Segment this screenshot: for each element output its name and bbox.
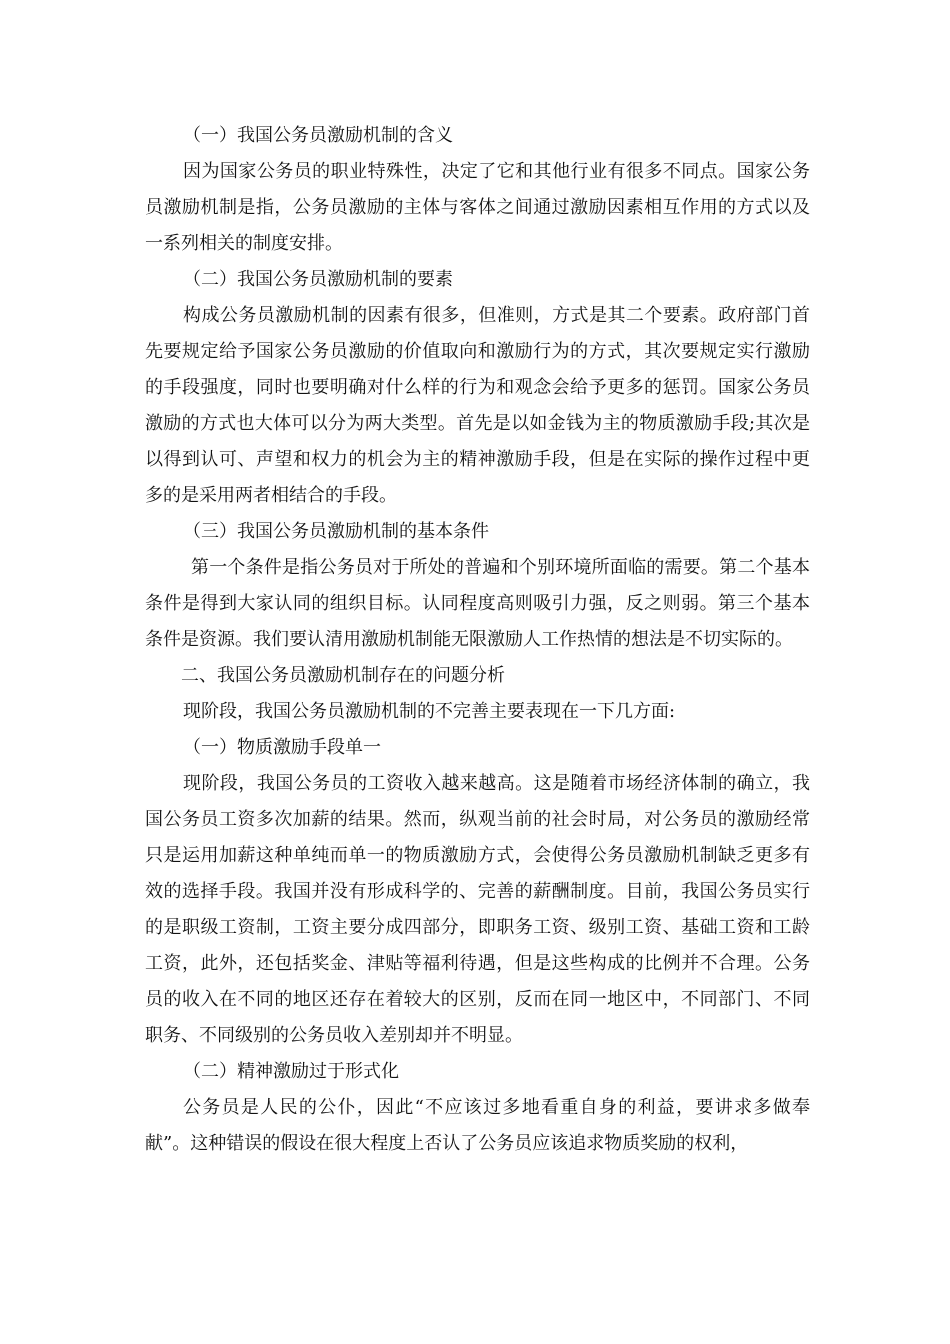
subheading-spiritual-incentive: （二）精神激励过于形式化 (183, 1061, 399, 1082)
subheading-conditions: （三）我国公务员激励机制的基本条件 (183, 521, 489, 542)
paragraph-problems-intro: 现阶段，我国公务员激励机制的不完善主要表现在一下几方面: (183, 701, 676, 722)
paragraph-elements: 构成公务员激励机制的因素有很多，但准则，方式是其二个要素。政府部门首先要规定给予国家公务员激励的价值取向和激励行为的方式，其次要规定实行激励的手段强度，同时也要明确对什么样的行为和观念会给予更多的惩罚。国家公务员激励的方式也大体可以分为两大类型。首先是以如金钱为主的物质激励手段;其次是以得到认可、声望和权力的机会为主的精神激励手段，但是在实际的操作过程中更多的是采用两者相结合的手段。 (145, 305, 810, 506)
subheading-meaning: （一）我国公务员激励机制的含义 (183, 125, 453, 146)
subheading-elements: （二）我国公务员激励机制的要素 (183, 269, 453, 290)
paragraph-spiritual-incentive: 公务员是人民的公仆，因此“不应该过多地看重自身的利益，要讲求多做奉献”。这种错误的假设在很大程度上否认了公务员应该追求物质奖励的权利， (145, 1097, 810, 1154)
paragraph-conditions: 第一个条件是指公务员对于所处的普遍和个别环境所面临的需要。第二个基本条件是得到大家认同的组织目标。认同程度高则吸引力强，反之则弱。第三个基本条件是资源。我们要认清用激励机制能无限激励人工作热情的想法是不切实际的。 (145, 557, 810, 650)
paragraph-material-incentive: 现阶段，我国公务员的工资收入越来越高。这是随着市场经济体制的确立，我国公务员工资多次加薪的结果。然而，纵观当前的社会时局，对公务员的激励经常只是运用加薪这种单纯而单一的物质激励方式，会使得公务员激励机制缺乏更多有效的选择手段。我国并没有形成科学的、完善的薪酬制度。目前，我国公务员实行的是职级工资制，工资主要分成四部分，即职务工资、级别工资、基础工资和工龄工资，此外，还包括奖金、津贴等福利待遇，但是这些构成的比例并不合理。公务员的收入在不同的地区还存在着较大的区别，反而在同一地区中，不同部门、不同职务、不同级别的公务员收入差别却并不明显。 (145, 773, 810, 1046)
document-body (145, 118, 810, 1162)
paragraph-meaning: 因为国家公务员的职业特殊性，决定了它和其他行业有很多不同点。国家公务员激励机制是指，公务员激励的主体与客体之间通过激励因素相互作用的方式以及一系列相关的制度安排。 (145, 161, 810, 254)
section-title-problems: 二、我国公务员激励机制存在的问题分析 (181, 665, 505, 686)
subheading-material-incentive: （一）物质激励手段单一 (183, 737, 381, 758)
